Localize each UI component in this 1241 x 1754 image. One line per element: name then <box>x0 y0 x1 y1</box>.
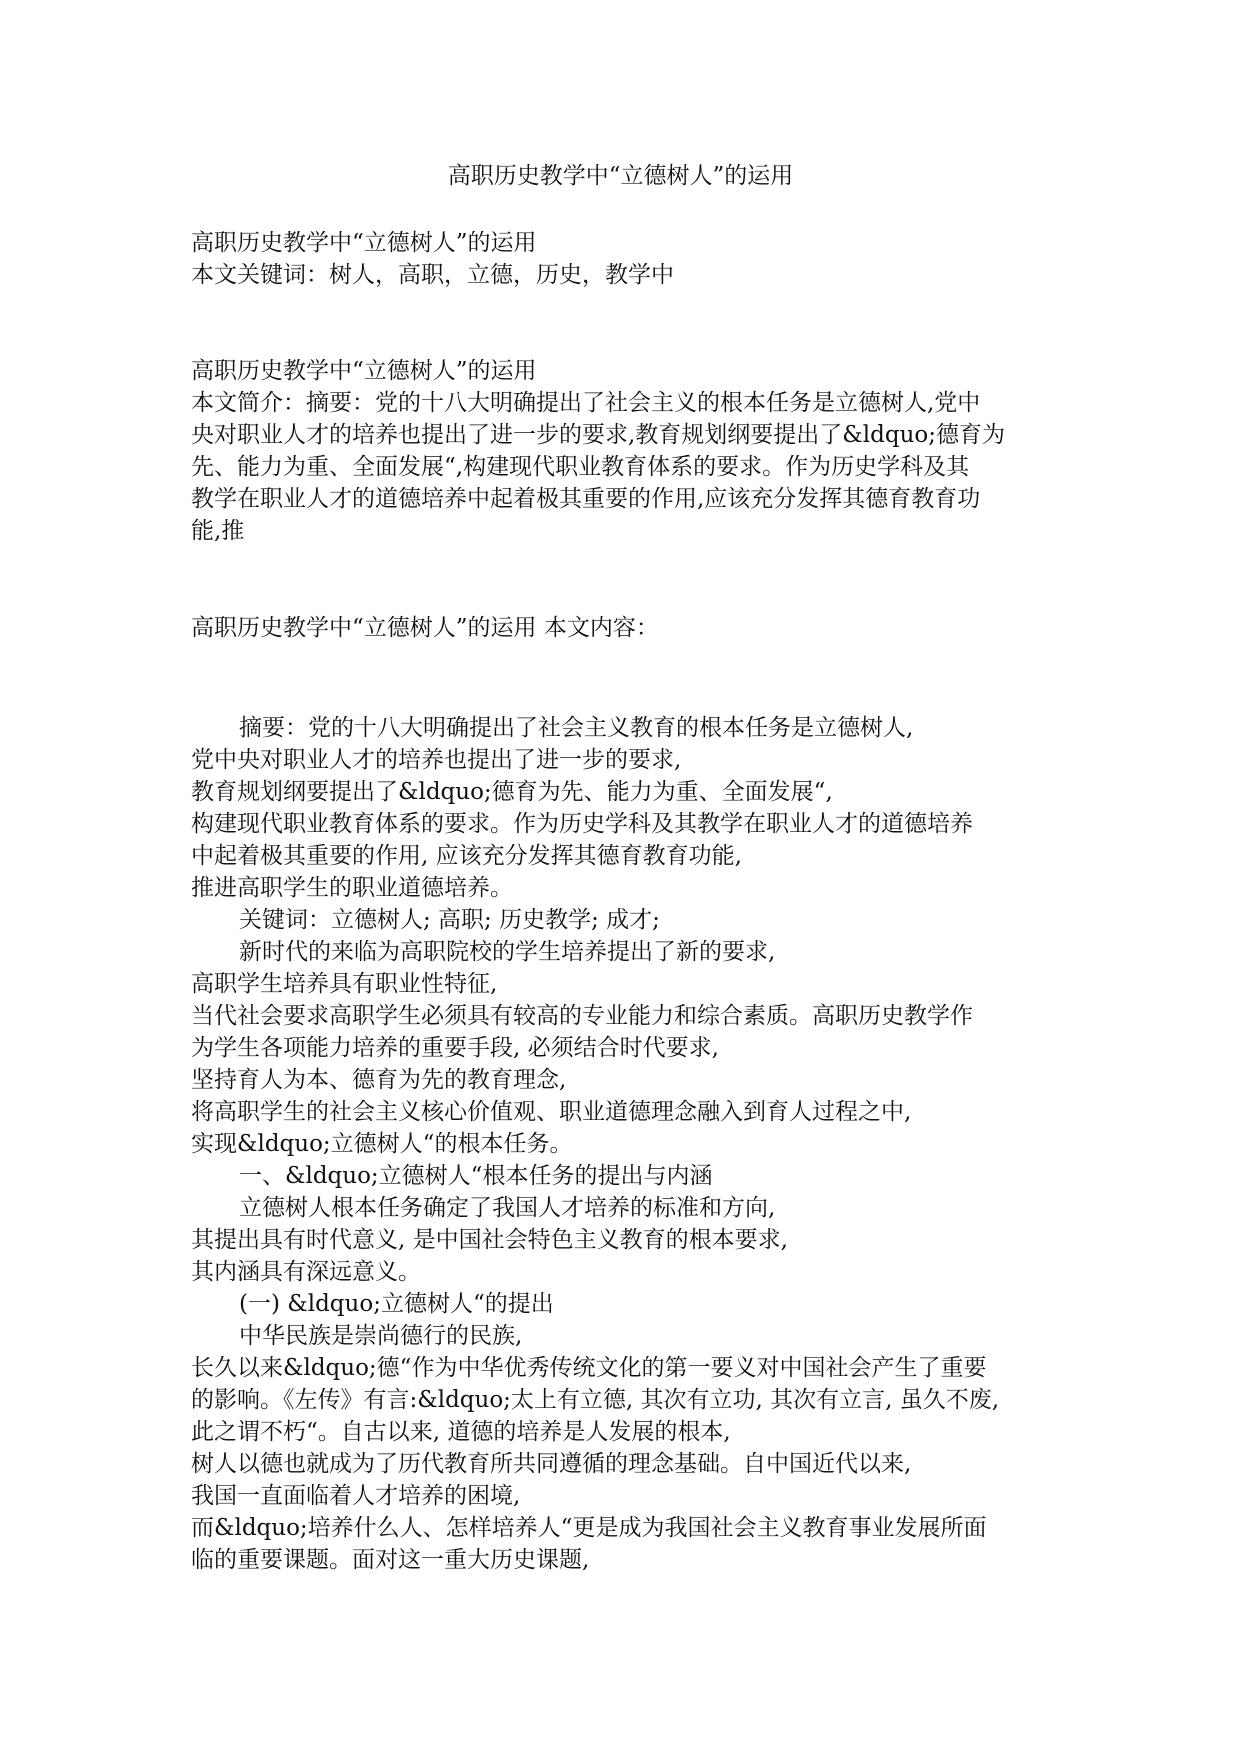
header-title: 高职历史教学中“立德树人”的运用 <box>191 230 537 256</box>
intro-line: 先、能力为重、全面发展“,构建现代职业教育体系的要求。作为历史学科及其 <box>191 454 970 480</box>
header-section <box>191 227 1071 291</box>
keywords-line: 本文关键词：树人，高职，立德，历史，教学中 <box>191 262 674 288</box>
body-line: 党中央对职业人才的培养也提出了进一步的要求, <box>191 747 682 773</box>
body-section <box>191 712 1071 1576</box>
body-line: (一) &ldquo;立德树人“的提出 <box>239 1291 554 1317</box>
body-line: 关键词：立德树人; 高职; 历史教学; 成才; <box>239 907 660 933</box>
body-line: 的影响。《左传》有言:&ldquo;太上有立德, 其次有立功, 其次有立言, 虽久不废, <box>191 1387 1000 1413</box>
content-heading: 高职历史教学中“立德树人”的运用 本文内容： <box>191 615 659 641</box>
body-line: 其提出具有时代意义, 是中国社会特色主义教育的根本要求, <box>191 1227 788 1253</box>
body-line: 临的重要课题。面对这一重大历史课题, <box>191 1547 590 1573</box>
intro-line: 央对职业人才的培养也提出了进一步的要求,教育规划纲要提出了&ldquo;德育为 <box>191 422 1005 448</box>
body-line: 当代社会要求高职学生必须具有较高的专业能力和综合素质。高职历史教学作 <box>191 1003 973 1029</box>
body-line: 坚持育人为本、德育为先的教育理念, <box>191 1067 567 1093</box>
body-line: 新时代的来临为高职院校的学生培养提出了新的要求, <box>239 939 776 965</box>
body-line: 一、&ldquo;立德树人“根本任务的提出与内涵 <box>239 1163 713 1189</box>
content-heading-section <box>191 612 1071 644</box>
body-line: 实现&ldquo;立德树人“的根本任务。 <box>191 1131 573 1157</box>
body-line: 为学生各项能力培养的重要手段, 必须结合时代要求, <box>191 1035 719 1061</box>
body-line: 中起着极其重要的作用, 应该充分发挥其德育教育功能, <box>191 843 742 869</box>
body-line: 构建现代职业教育体系的要求。作为历史学科及其教学在职业人才的道德培养 <box>191 811 973 837</box>
body-line: 我国一直面临着人才培养的困境, <box>191 1483 521 1509</box>
document-title: 高职历史教学中“立德树人”的运用 <box>447 163 794 189</box>
body-line: 长久以来&ldquo;德“作为中华优秀传统文化的第一要义对中国社会产生了重要 <box>191 1355 987 1381</box>
intro-section <box>191 355 1071 547</box>
body-line: 摘要：党的十八大明确提出了社会主义教育的根本任务是立德树人, <box>239 715 914 741</box>
body-line: 树人以德也就成为了历代教育所共同遵循的理念基础。自中国近代以来, <box>191 1451 912 1477</box>
body-line: 立德树人根本任务确定了我国人才培养的标准和方向, <box>239 1195 776 1221</box>
body-line: 推进高职学生的职业道德培养。 <box>191 875 513 901</box>
body-line: 此之谓不朽“。自古以来, 道德的培养是人发展的根本, <box>191 1419 731 1445</box>
intro-title: 高职历史教学中“立德树人”的运用 <box>191 358 537 384</box>
intro-line: 教学在职业人才的道德培养中起着极其重要的作用,应该充分发挥其德育教育功 <box>191 486 981 512</box>
body-line: 中华民族是崇尚德行的民族, <box>239 1323 523 1349</box>
body-line: 其内涵具有深远意义。 <box>191 1259 421 1285</box>
body-line: 高职学生培养具有职业性特征, <box>191 971 498 997</box>
body-line: 将高职学生的社会主义核心价值观、职业道德理念融入到育人过程之中, <box>191 1099 912 1125</box>
intro-line: 本文简介：摘要：党的十八大明确提出了社会主义的根本任务是立德树人,党中 <box>191 390 981 416</box>
body-line: 教育规划纲要提出了&ldquo;德育为先、能力为重、全面发展“, <box>191 779 833 805</box>
body-line: 而&ldquo;培养什么人、怎样培养人“更是成为我国社会主义教育事业发展所面 <box>191 1515 987 1541</box>
intro-line: 能,推 <box>191 518 245 544</box>
